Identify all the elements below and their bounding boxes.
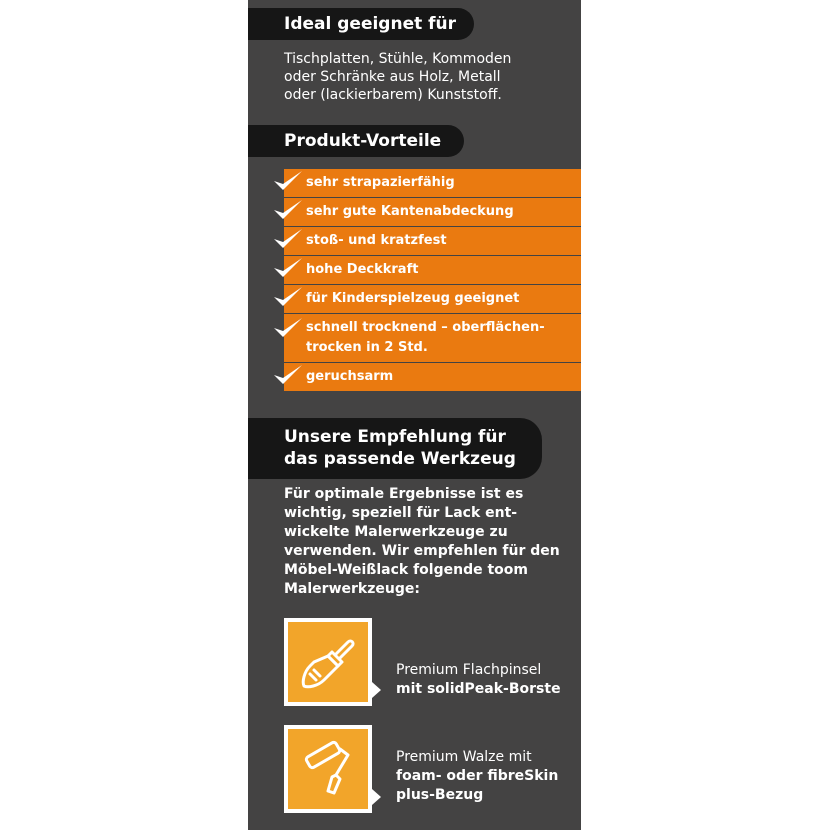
recommendation-line: verwenden. Wir empfehlen für den <box>284 543 560 559</box>
paintbrush-icon <box>296 630 360 694</box>
paint-roller-icon <box>296 737 360 801</box>
tool-feature: plus-Bezug <box>396 787 484 803</box>
recommendation-line: Möbel-Weißlack folgende toom <box>284 562 528 578</box>
recommendation-line: wichtig, speziell für Lack ent- <box>284 505 518 521</box>
recommendation-line: wickelte Malerwerkzeuge zu <box>284 524 508 540</box>
benefit-label: hohe Deckkraft <box>306 262 419 277</box>
tool-feature: mit solidPeak-Borste <box>396 681 561 697</box>
benefit-label: sehr strapazierfähig <box>306 175 455 190</box>
benefit-label: geruchsarm <box>306 369 394 384</box>
benefit-label: für Kinderspielzeug geeignet <box>306 291 520 306</box>
benefit-item <box>284 363 581 391</box>
checkmark-icon <box>272 316 304 340</box>
recommendation-text <box>284 485 574 599</box>
benefit-label: trocken in 2 Std. <box>306 340 428 355</box>
checkmark-icon <box>272 256 304 280</box>
tool-name: Premium Walze mit <box>396 749 532 765</box>
section-heading-benefits: Produkt-Vorteile <box>248 125 464 157</box>
suitable-for-line: Tischplatten, Stühle, Kommoden <box>284 51 512 67</box>
product-info-panel <box>248 0 581 830</box>
suitable-for-text <box>284 50 574 104</box>
suitable-for-line: oder (lackierbarem) Kunststoff. <box>284 87 502 103</box>
paint-roller-tile <box>284 725 372 813</box>
paint-roller-label <box>396 748 576 805</box>
section-heading-tool-recommendation <box>248 418 542 479</box>
tool-name: Premium Flachpinsel <box>396 662 542 678</box>
recommendation-line: Für optimale Ergebnisse ist es <box>284 486 524 502</box>
benefit-label: schnell trocknend – oberflächen- <box>306 320 545 335</box>
benefit-item <box>284 285 581 313</box>
pointer-arrow-icon <box>372 789 381 805</box>
benefit-item <box>284 256 581 284</box>
heading-line: Unsere Empfehlung für <box>284 427 506 447</box>
benefit-item <box>284 227 581 255</box>
benefit-item <box>284 198 581 226</box>
benefit-label: stoß- und kratzfest <box>306 233 447 248</box>
benefit-item <box>284 169 581 197</box>
recommendation-line: Malerwerkzeuge: <box>284 581 420 597</box>
tool-feature: foam- oder fibreSkin <box>396 768 559 784</box>
heading-line: das passende Werkzeug <box>284 449 516 469</box>
benefit-item <box>284 314 581 362</box>
checkmark-icon <box>272 198 304 222</box>
suitable-for-line: oder Schränke aus Holz, Metall <box>284 69 501 85</box>
checkmark-icon <box>272 363 304 387</box>
checkmark-icon <box>272 227 304 251</box>
benefit-label: sehr gute Kantenabdeckung <box>306 204 514 219</box>
paintbrush-label <box>396 661 576 699</box>
paintbrush-tile <box>284 618 372 706</box>
checkmark-icon <box>272 169 304 193</box>
checkmark-icon <box>272 285 304 309</box>
section-heading-suitable-for: Ideal geeignet für <box>248 8 474 40</box>
pointer-arrow-icon <box>372 682 381 698</box>
